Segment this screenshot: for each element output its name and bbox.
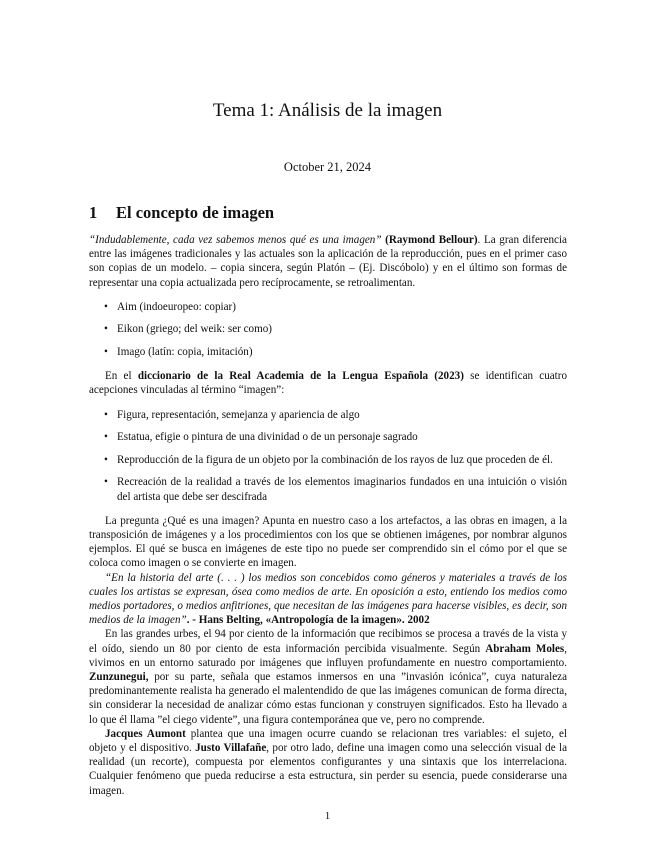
list-item: • Estatua, efigie o pintura de una divinidad o de un personaje sagrado [117, 430, 567, 444]
etymology-list [89, 300, 567, 359]
list-item: • Figura, representación, semejanza y apariencia de algo [117, 408, 567, 422]
list-item: • Eikon (griego; del weik: ser como) [117, 322, 567, 336]
paragraph-question: La pregunta ¿Qué es una imagen? Apunta en nuestro caso a los artefactos, a las obras en imagen, a la transposición de imágenes y a los procedimientos con los que se obtienen imágenes, por nombrar algunos ejemplos. El qué se busca en imágenes de este tipo no puede ser comprendido sin el cómo por el que se coloca como imagen o se convierte en imagen. [89, 514, 567, 570]
rae-bold: diccionario de la Real Academia de la Lengua Española (2023) [137, 370, 464, 383]
paragraph-intro [89, 233, 567, 290]
page-number: 1 [324, 810, 331, 822]
document-title: Tema 1: Análisis de la imagen [212, 100, 443, 121]
list-item: • Recreación de la realidad a través de los elementos imaginarios fundados en una intuición o visión del artista que debe ser descifrada [117, 475, 567, 503]
document-date: October 21, 2024 [283, 160, 372, 174]
aumont-text-b: , por otro lado, define una imagen como una selección visual de la realidad (un recorte), compuesta por elementos configurantes y una sintaxis que los interrelaciona. Cualquier fenómeno que pueda reducirse a esta estructura, sin perder su esencia, puede considerarse una imagen. [89, 742, 567, 797]
belting-source: . - Hans Belting, «Antropología de la imagen». 2002 [186, 614, 430, 627]
author-villafane: Justo Villafañe [195, 742, 267, 755]
intro-text: . La gran diferencia entre las imágenes tradicionales y las actuales son la aplicación de la reproducción, pues en el primer caso son copias de un modelo. – copia sincera, según Platón – (Ej. Discóbolo) y en el último son formas de representar una copia actualizada pero recíprocamente, se retroalimentan. [89, 234, 567, 289]
rae-post: se identifican cuatro acepciones vinculadas al término “imagen”: [89, 370, 567, 397]
list-item: • Imago (latín: copia, imitación) [117, 345, 567, 359]
urbes-text-c: por su parte, señala que estamos inmersos en una ”invasión icónica”, cuya naturaleza predominantemente realista ha generado el malentendido de que las imágenes comunican de forma directa, sin considerar la necesidad de analizar cómo estas funcionan y construyen significados. Esto ha llevado a lo que él llama ”el ciego vidente”, una figura contemporánea que ve, pero no comprende. [89, 671, 567, 726]
urbes-text-b: , vivimos en un entorno saturado por imágenes que influyen profundamente en nuestro comportamiento. [89, 642, 567, 669]
intro-quote: “Indudablemente, cada vez sabemos menos qué es una imagen” [89, 234, 382, 246]
urbes-text-a: En las grandes urbes, el 94 por ciento de la información que recibimos se procesa a través de la vista y el oído, siendo un 80 por ciento de esta información percibida visualmente. Según [89, 628, 567, 655]
section-heading [89, 203, 274, 223]
aumont-text-a: plantea que una imagen ocurre cuando se relacionan tres variables: el sujeto, el objeto y el dispositivo. [89, 727, 567, 755]
definitions-list [89, 408, 567, 504]
body-text [89, 233, 567, 798]
rae-pre: En el [105, 370, 138, 383]
list-item: • Reproducción de la figura de un objeto por la combinación de los rayos de luz que proceden de él. [117, 453, 567, 467]
paragraph-belting [89, 571, 567, 628]
section-number: 1 [89, 203, 98, 222]
author-moles: Abraham Moles [485, 642, 565, 655]
belting-quote: “En la historia del arte (. . . ) los medios son concebidos como géneros y materiales a través de los cuales los artistas se expresan, ósea como medios de arte. En oposición a esto, entiendo los medios como medios portadores, o medios anfitriones, que necesitan de las imágenes para hacerse visibles, es decir, son medios de la imagen” [89, 571, 567, 627]
paragraph-urbes [89, 627, 567, 726]
author-zunzunegui: Zunzunegui, [89, 671, 149, 684]
section-title: El concepto de imagen [116, 203, 275, 222]
author-aumont: Jacques Aumont [105, 727, 186, 740]
paragraph-aumont [89, 727, 567, 798]
intro-author: (Raymond Bellour) [385, 234, 478, 246]
list-item: • Aim (indoeuropeo: copiar) [117, 300, 567, 314]
paragraph-rae [89, 369, 567, 397]
